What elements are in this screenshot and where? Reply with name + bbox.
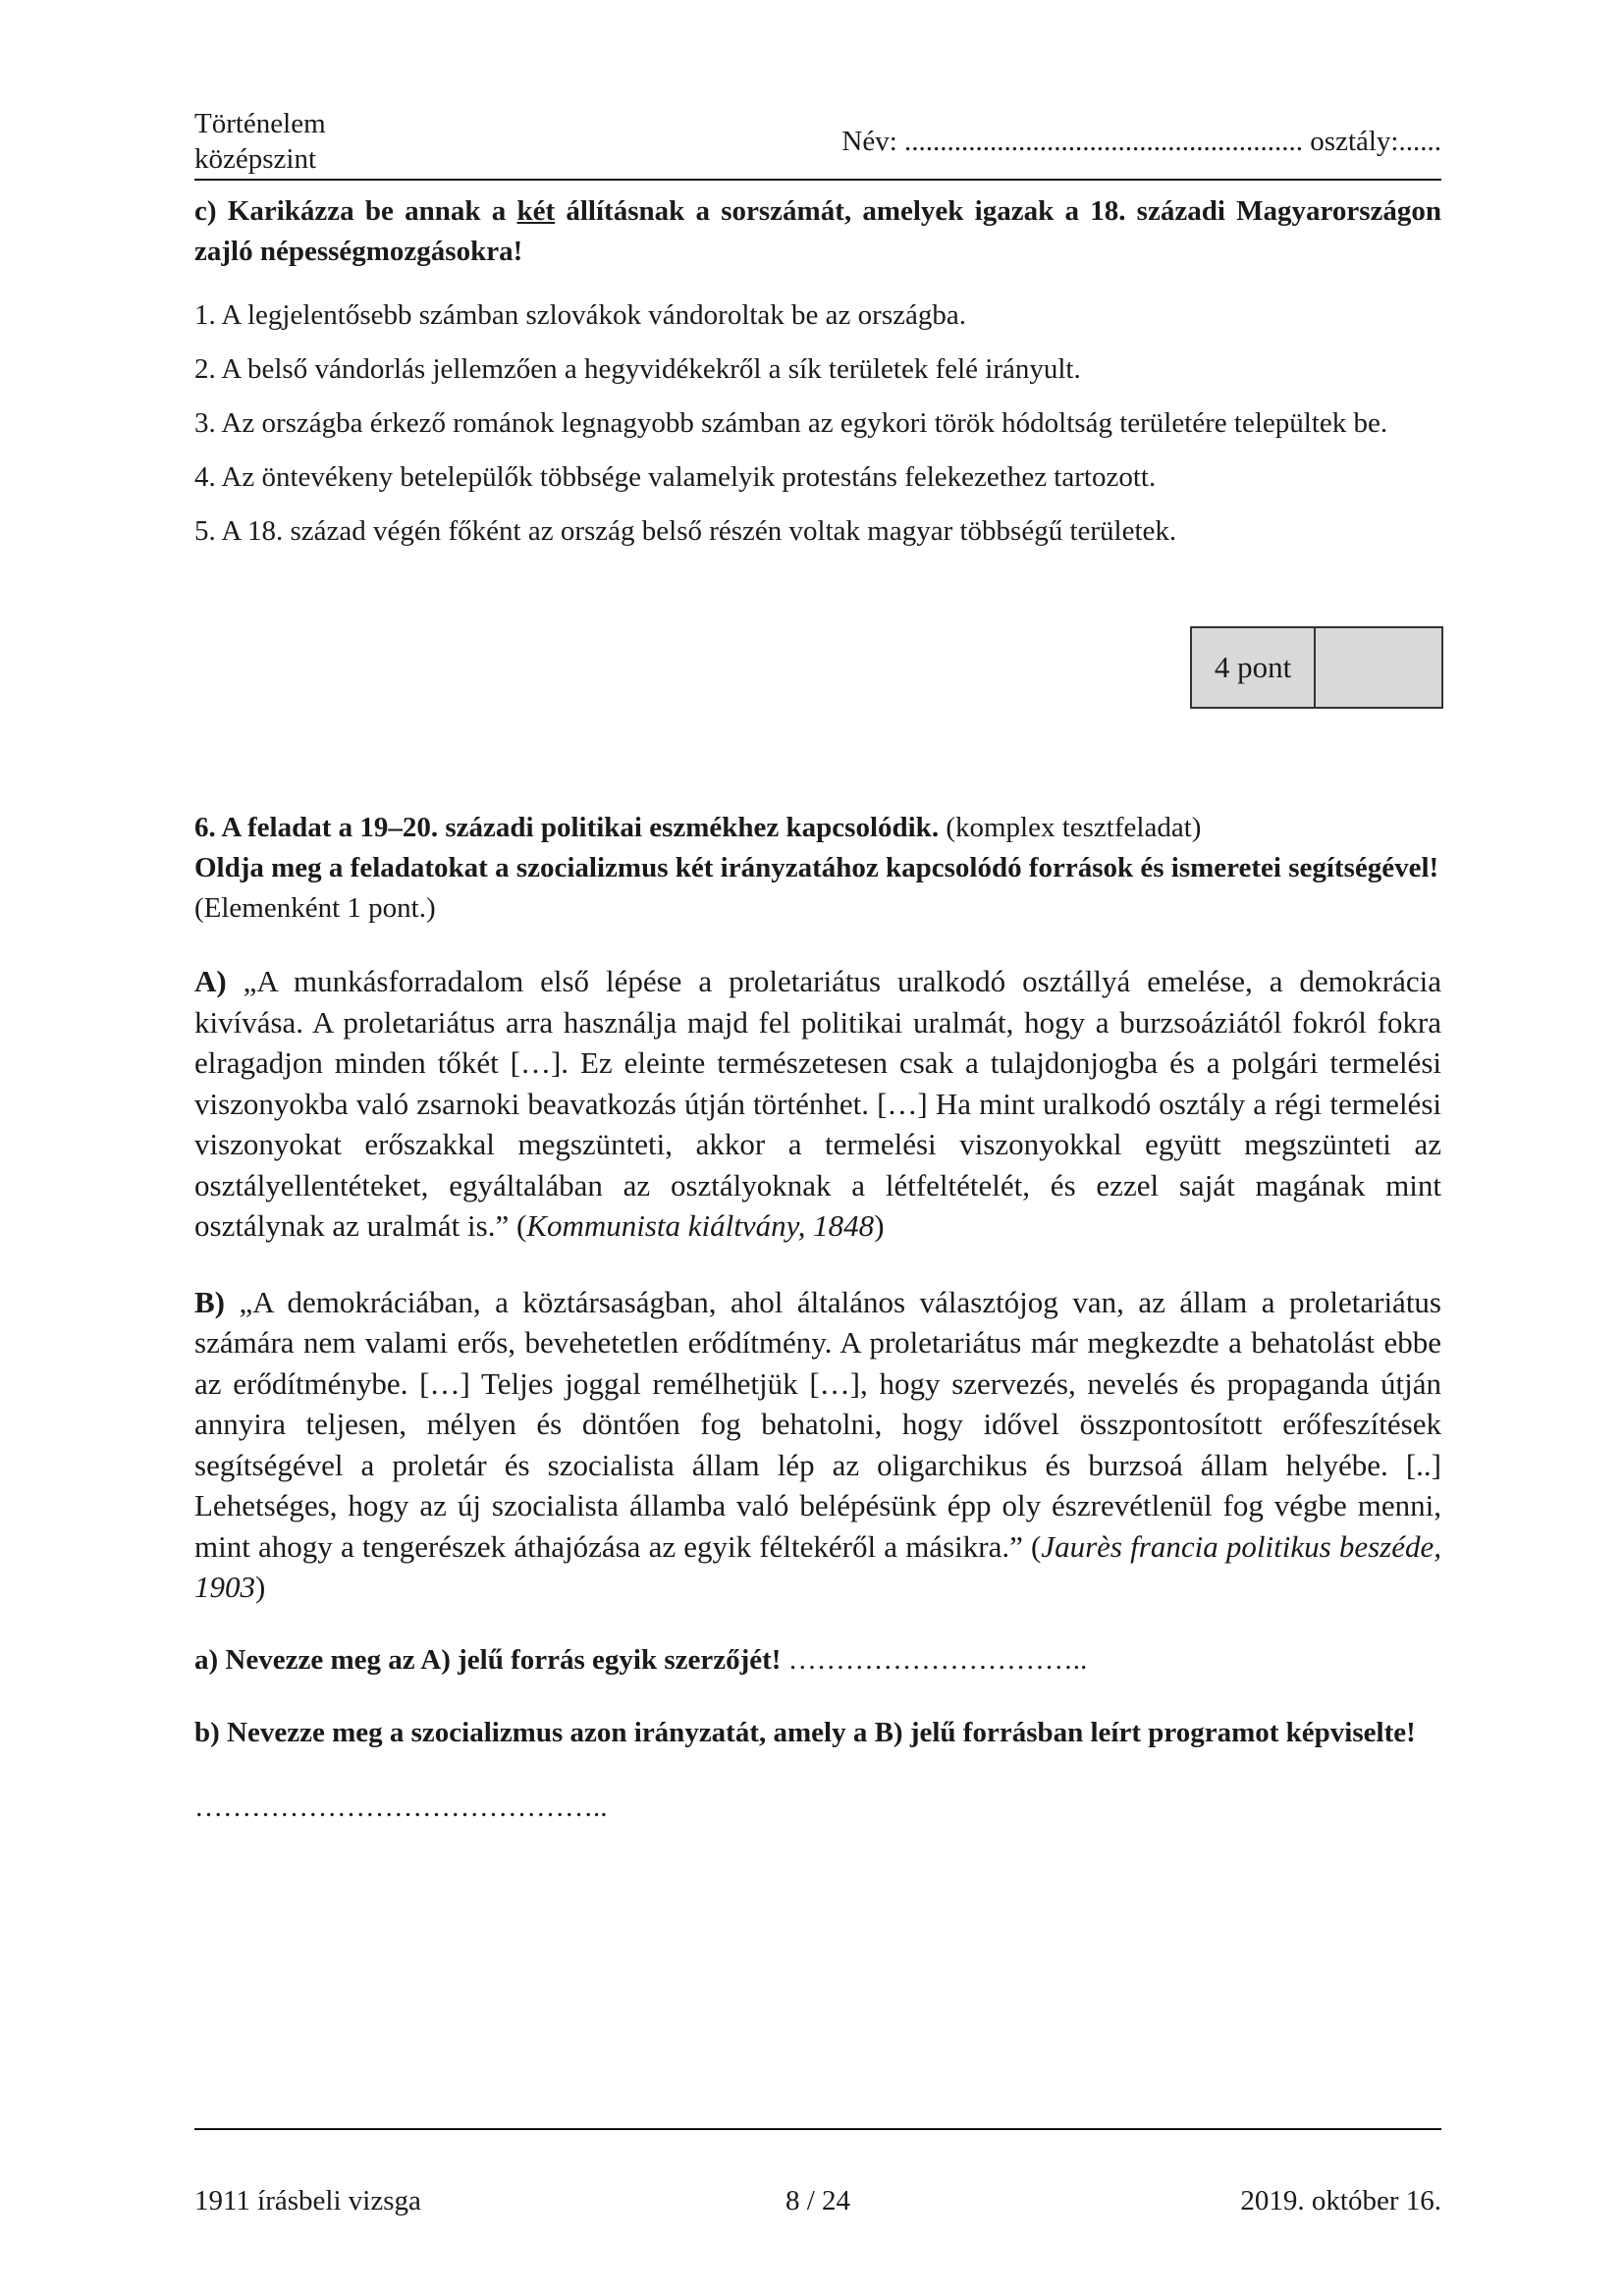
- statement-item-4[interactable]: 4. Az öntevékeny betelepülők többsége valamelyik protestáns felekezethez tartozott.: [194, 461, 1157, 493]
- source-b-citation: Jaurès francia politikus beszéde, 1903: [194, 1528, 1441, 1604]
- task-6-title: [194, 808, 1441, 848]
- statement-item-5[interactable]: 5. A 18. század végén főként az ország belső részén voltak magyar többségű területek.: [194, 515, 1177, 547]
- source-a-label: A): [194, 964, 227, 998]
- score-label: 4 pont: [1192, 628, 1316, 707]
- task-6-title-bold: 6. A feladat a 19–20. századi politikai eszmékhez kapcsolódik.: [194, 812, 940, 843]
- prompt-pre: c) Karikázza be annak a: [194, 195, 517, 227]
- score-box: [1190, 626, 1443, 709]
- statement-list: [194, 295, 1441, 551]
- source-b-text: „A demokráciában, a köztársaságban, ahol általános választójog van, az állam a proletariátus számára nem valami erős, bevehetetlen erődítmény. A proletariátus már megkezdte a behatolást ebbe az erődítménybe. […] Teljes joggal remélhetjük […], hogy szervezés, nevelés és propaganda útján annyira teljesen, mélyen és döntően fog behatolni, hogy idővel összpontosított erőfeszítések segítségével a proletár és szocialista állam lép az oligarchikus és burzsoá állam helyébe. [..] Lehetséges, hogy az új szocialista államba való belépésünk épp oly észrevétlenül fog végbe menni, mint ahogy a tengerészek áthajózása az egyik féltekéről a másikra.” (: [194, 1284, 1441, 1564]
- header-subject-block: [194, 106, 326, 177]
- task-6-instruction-normal: (Elemenként 1 pont.): [194, 892, 436, 924]
- question-a: [194, 1640, 1441, 1680]
- statement-item-3[interactable]: 3. Az országba érkező románok legnagyobb számban az egykori török hódoltság területére települtek be.: [194, 407, 1388, 439]
- source-a-citation: Kommunista kiáltvány, 1848: [526, 1208, 875, 1243]
- answer-b-field[interactable]: ……………………………………..: [194, 1790, 608, 1823]
- source-a: [194, 961, 1441, 1247]
- source-b-label: B): [194, 1284, 225, 1319]
- level-label: középszint: [194, 143, 317, 175]
- source-b-close: ): [255, 1570, 266, 1604]
- part-c-section: [194, 191, 1441, 565]
- statement-item-2[interactable]: 2. A belső vándorlás jellemzően a hegyvidékekről a sík területek felé irányult.: [194, 353, 1081, 385]
- statement-item-1[interactable]: 1. A legjelentősebb számban szlovákok vándoroltak be az országba.: [194, 299, 966, 331]
- name-class-field: Név: ........................................................ osztály:......: [841, 126, 1441, 157]
- exam-date: 2019. október 16.: [1240, 2185, 1441, 2216]
- source-a-text: „A munkásforradalom első lépése a proletariátus uralkodó osztállyá emelése, a demokrácia kivívása. A proletariátus arra használja majd fel politikai uralmát, hogy a burzsoáziától fokról fokra elragadjon minden tőkét […]. Ez eleinte természetesen csak a tulajdonjogba és a polgári termelési viszonyokba való zsarnoki beavatkozás útján történhet. […] Ha mint uralkodó osztály a régi termelési viszonyokat erőszakkal megszünteti, akkor a termelési viszonyokkal együtt megszünteti az osztályellentéteket, egyáltalában az osztályoknak a létfeltételét, és ezzel saját magának mint osztálynak az uralmát is.” (: [194, 964, 1441, 1243]
- exam-code: 1911 írásbeli vizsga: [194, 2185, 421, 2216]
- task-6-instruction: [194, 848, 1441, 929]
- page-header: [194, 106, 1441, 181]
- task-6-instruction-bold: Oldja meg a feladatokat a szocializmus két irányzatához kapcsolódó források és ismeretei segítségével!: [194, 852, 1439, 883]
- score-entry-cell[interactable]: [1316, 628, 1441, 707]
- task-6-title-normal: (komplex tesztfeladat): [939, 812, 1202, 843]
- source-b: [194, 1282, 1441, 1608]
- task-6-section: [194, 808, 1441, 1828]
- prompt-post: állításnak a sorszámát, amelyek igazak a 18. századi Magyarországon zajló népességmozgásokra!: [194, 195, 1442, 267]
- prompt-underlined: két: [516, 195, 556, 227]
- source-a-close: ): [874, 1208, 885, 1243]
- answer-a-field[interactable]: …………………………..: [781, 1643, 1088, 1676]
- page-number: 8 / 24: [785, 2185, 851, 2216]
- footer-divider: [194, 2128, 1441, 2130]
- part-c-prompt: [194, 191, 1441, 272]
- question-a-text: a) Nevezze meg az A) jelű forrás egyik szerzőjét!: [194, 1643, 782, 1676]
- question-b: b) Nevezze meg a szocializmus azon irányzatát, amely a B) jelű forrásban leírt programot képviselte!: [194, 1716, 1416, 1748]
- subject-label: Történelem: [194, 108, 326, 139]
- page-footer: [194, 2183, 1441, 2222]
